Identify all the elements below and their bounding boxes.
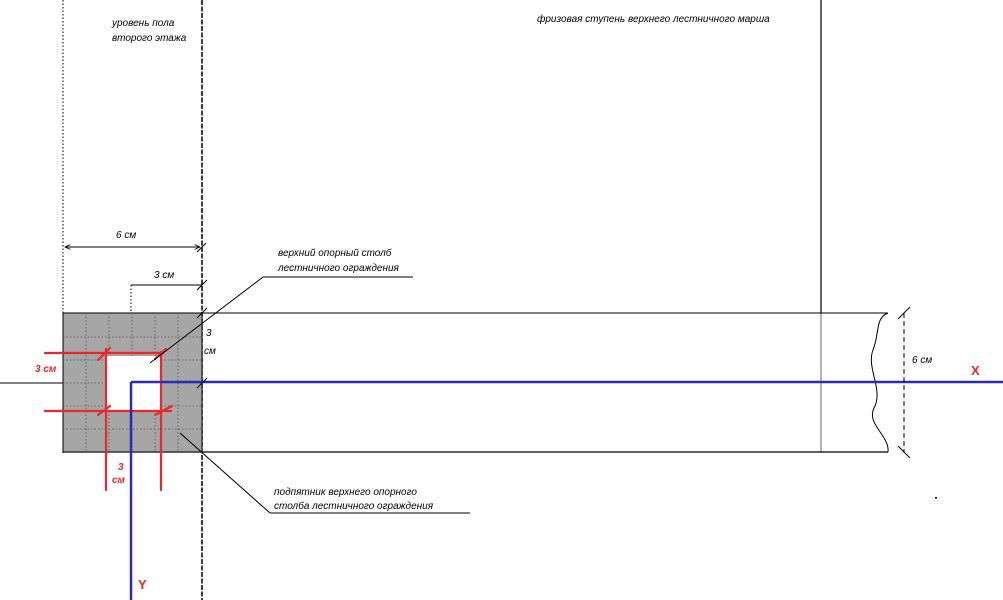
dim-label-3cm: 3 см (154, 270, 175, 281)
dim-label-3cm-vertical-unit: см (204, 346, 216, 357)
floor-level-label-line1: уровень пола (112, 18, 175, 29)
thrust-bearing-label-line1: подпятник верхнего опорного (274, 487, 417, 498)
upper-post-label-line2: лестничного ограждения (278, 263, 399, 274)
post-hole (106, 356, 161, 411)
x-axis-label: X (971, 363, 980, 378)
dim-tick-right-bottom (898, 446, 910, 458)
frieze-step-label: фризовая ступень верхнего лестничного марша (537, 14, 770, 25)
stray-dot (935, 497, 937, 499)
dim-label-6cm: 6 см (116, 230, 137, 241)
floor-level-label-line2: второго этажа (112, 33, 187, 44)
thrust-bearing-label-line2: столба лестничного ограждения (274, 501, 434, 512)
leader-thrust-bearing (180, 433, 270, 513)
dim-label-right-6cm: 6 см (912, 355, 933, 366)
red-dim-label-bottom-unit: см (112, 475, 125, 486)
red-dim-label-left: 3 см (35, 364, 57, 375)
red-dim-label-bottom-num: 3 (118, 462, 124, 473)
y-axis-label: Y (138, 577, 147, 592)
dim-label-3cm-vertical-num: 3 (206, 328, 212, 339)
upper-post-label-line1: верхний опорный столб (278, 248, 392, 259)
